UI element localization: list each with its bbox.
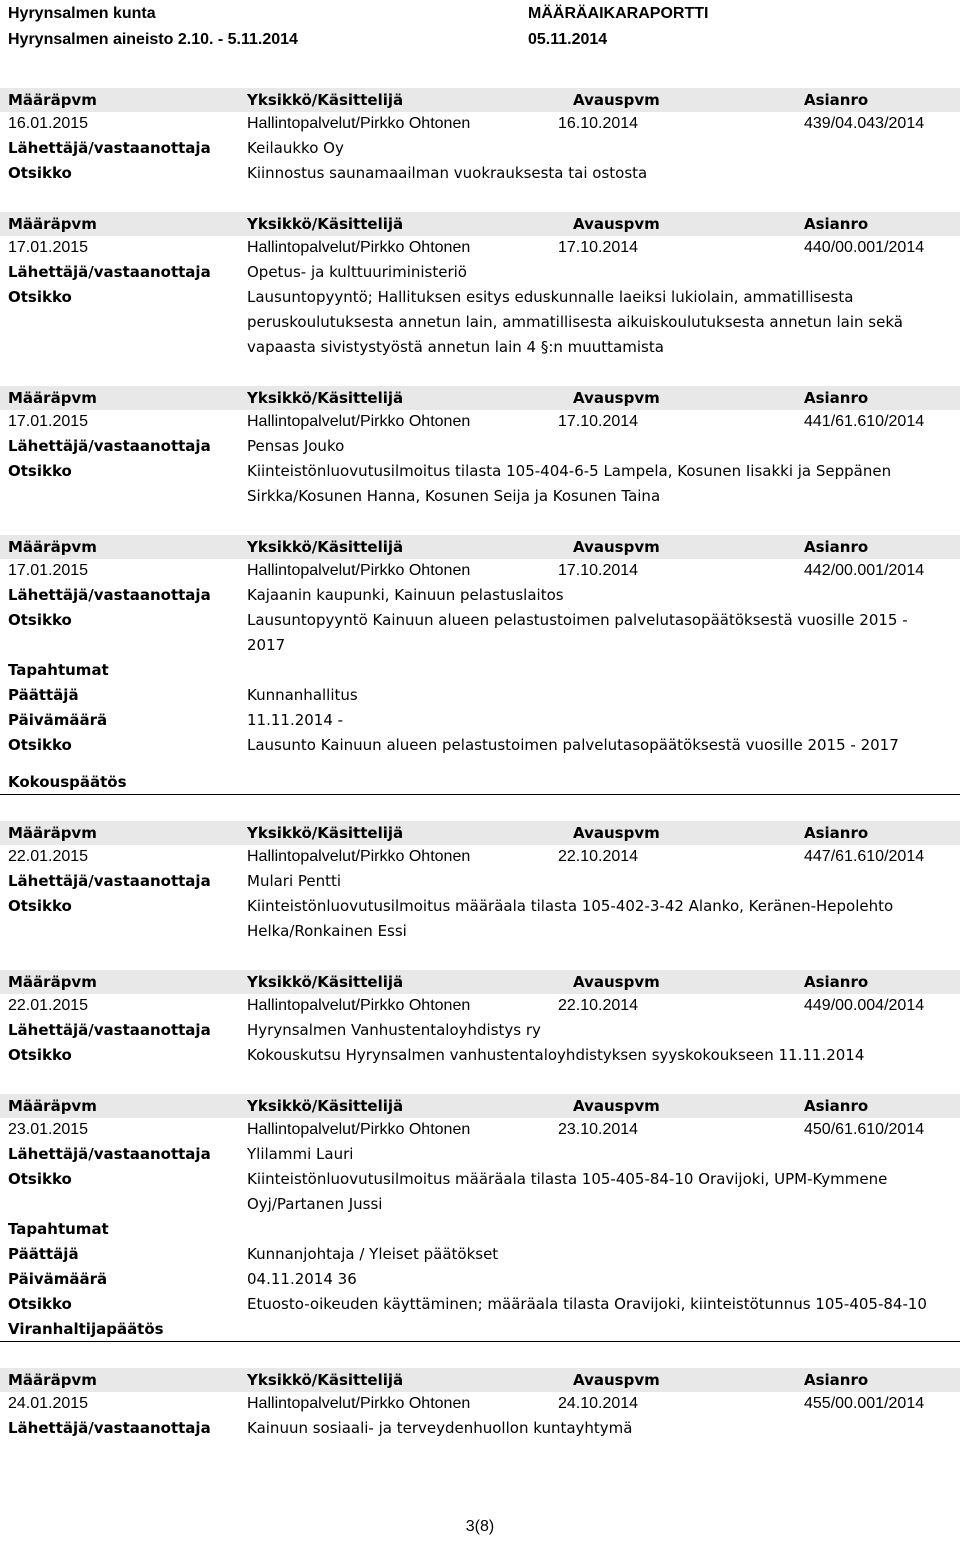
maarapvm-value: 16.01.2015 (8, 115, 89, 132)
col-asianro: Asianro (804, 389, 869, 407)
paattaja-value: Kunnanhallitus (247, 686, 358, 704)
col-yksikko: Yksikkö/Käsittelijä (247, 1371, 404, 1389)
yksikko-value: Hallintopalvelut/Pirkko Ohtonen (247, 1121, 471, 1138)
col-avauspvm: Avauspvm (573, 389, 660, 407)
maarapvm-value: 22.01.2015 (8, 997, 89, 1014)
record-list (0, 88, 960, 1441)
col-maarapvm: Määräpvm (8, 215, 97, 233)
yksikko-value: Hallintopalvelut/Pirkko Ohtonen (247, 848, 471, 865)
event-otsikko-value: Lausunto Kainuun alueen pelastustoimen palvelutasopäätöksestä vuosille 2015 - 2017 (247, 736, 899, 754)
col-maarapvm: Määräpvm (8, 973, 97, 991)
record (0, 88, 960, 186)
col-asianro: Asianro (804, 824, 869, 842)
otsikko-field (0, 161, 960, 186)
lahettaja-label: Lähettäjä/vastaanottaja (8, 263, 211, 281)
col-maarapvm: Määräpvm (8, 824, 97, 842)
lahettaja-field (0, 1416, 960, 1441)
lahettaja-field (0, 260, 960, 285)
lahettaja-label: Lähettäjä/vastaanottaja (8, 1419, 211, 1437)
col-avauspvm: Avauspvm (573, 1371, 660, 1389)
col-maarapvm: Määräpvm (8, 538, 97, 556)
col-yksikko: Yksikkö/Käsittelijä (247, 538, 404, 556)
paivamaara-field (0, 708, 960, 733)
otsikko-label: Otsikko (8, 288, 72, 306)
col-yksikko: Yksikkö/Käsittelijä (247, 1097, 404, 1115)
report-subtitle: Hyrynsalmen aineisto 2.10. - 5.11.2014 (8, 31, 298, 48)
avauspvm-value: 23.10.2014 (558, 1121, 639, 1138)
lahettaja-value: Pensas Jouko (247, 437, 345, 455)
asianro-value: 455/00.001/2014 (804, 1395, 925, 1412)
otsikko-field (0, 459, 960, 509)
paattaja-label: Päättäjä (8, 1245, 79, 1263)
asianro-value: 447/61.610/2014 (804, 848, 925, 865)
record-header-row (0, 386, 960, 410)
col-maarapvm: Määräpvm (8, 389, 97, 407)
tapahtumat-heading: Tapahtumat (8, 661, 109, 679)
otsikko-label: Otsikko (8, 897, 72, 915)
record (0, 386, 960, 509)
record (0, 1094, 960, 1342)
col-yksikko: Yksikkö/Käsittelijä (247, 973, 404, 991)
section-title-viranhaltijapaatos: Viranhaltijapäätös (0, 1317, 960, 1342)
record-header-row (0, 212, 960, 236)
maarapvm-value: 17.01.2015 (8, 413, 89, 430)
col-asianro: Asianro (804, 91, 869, 109)
lahettaja-field (0, 1142, 960, 1167)
col-asianro: Asianro (804, 1371, 869, 1389)
maarapvm-value: 17.01.2015 (8, 562, 89, 579)
record-values-row (0, 236, 960, 260)
record-header-row (0, 1368, 960, 1392)
avauspvm-value: 22.10.2014 (558, 848, 639, 865)
avauspvm-value: 17.10.2014 (558, 413, 639, 430)
avauspvm-value: 17.10.2014 (558, 239, 639, 256)
col-asianro: Asianro (804, 1097, 869, 1115)
asianro-value: 439/04.043/2014 (804, 115, 925, 132)
event-otsikko-field (0, 733, 960, 758)
avauspvm-value: 16.10.2014 (558, 115, 639, 132)
col-maarapvm: Määräpvm (8, 91, 97, 109)
record-values-row (0, 410, 960, 434)
otsikko-field (0, 608, 960, 658)
lahettaja-field (0, 1018, 960, 1043)
yksikko-value: Hallintopalvelut/Pirkko Ohtonen (247, 413, 471, 430)
page-header (8, 2, 952, 50)
col-asianro: Asianro (804, 215, 869, 233)
otsikko-label: Otsikko (8, 611, 72, 629)
yksikko-value: Hallintopalvelut/Pirkko Ohtonen (247, 997, 471, 1014)
asianro-value: 449/00.004/2014 (804, 997, 925, 1014)
asianro-value: 440/00.001/2014 (804, 239, 925, 256)
record-values-row (0, 559, 960, 583)
maarapvm-value: 23.01.2015 (8, 1121, 89, 1138)
otsikko-field (0, 1043, 960, 1068)
yksikko-value: Hallintopalvelut/Pirkko Ohtonen (247, 115, 471, 132)
otsikko-label: Otsikko (8, 462, 72, 480)
col-avauspvm: Avauspvm (573, 824, 660, 842)
paattaja-value: Kunnanjohtaja / Yleiset päätökset (247, 1245, 499, 1263)
otsikko-label: Otsikko (8, 1295, 72, 1313)
col-avauspvm: Avauspvm (573, 973, 660, 991)
lahettaja-value: Ylilammi Lauri (247, 1145, 354, 1163)
paattaja-field (0, 1242, 960, 1267)
lahettaja-value: Opetus- ja kulttuuriministeriö (247, 263, 467, 281)
paivamaara-label: Päivämäärä (8, 711, 108, 729)
otsikko-field (0, 285, 960, 360)
otsikko-field (0, 1167, 960, 1217)
lahettaja-value: Hyrynsalmen Vanhustentaloyhdistys ry (247, 1021, 541, 1039)
lahettaja-field (0, 136, 960, 161)
maarapvm-value: 17.01.2015 (8, 239, 89, 256)
record-values-row (0, 1392, 960, 1416)
maarapvm-value: 22.01.2015 (8, 848, 89, 865)
col-yksikko: Yksikkö/Käsittelijä (247, 215, 404, 233)
record-values-row (0, 112, 960, 136)
col-asianro: Asianro (804, 538, 869, 556)
avauspvm-value: 17.10.2014 (558, 562, 639, 579)
lahettaja-field (0, 434, 960, 459)
lahettaja-label: Lähettäjä/vastaanottaja (8, 437, 211, 455)
record (0, 212, 960, 360)
lahettaja-label: Lähettäjä/vastaanottaja (8, 1021, 211, 1039)
event-otsikko-value: Etuosto-oikeuden käyttäminen; määräala tilasta Oravijoki, kiinteistötunnus 105-405-84-10 (247, 1295, 927, 1313)
col-yksikko: Yksikkö/Käsittelijä (247, 389, 404, 407)
lahettaja-label: Lähettäjä/vastaanottaja (8, 872, 211, 890)
record (0, 821, 960, 944)
otsikko-value: Kiinteistönluovutusilmoitus tilasta 105-404-6-5 Lampela, Kosunen Iisakki ja Seppänen Sirkka/Kosunen Hanna, Kosunen Seija ja Kosunen Taina (247, 462, 892, 505)
report-date: 05.11.2014 (528, 31, 608, 48)
record-header-row (0, 535, 960, 559)
otsikko-value: Kiinteistönluovutusilmoitus määräala tilasta 105-405-84-10 Oravijoki, UPM-Kymmene Oyj/Partanen Jussi (247, 1170, 888, 1213)
organization-name: Hyrynsalmen kunta (8, 5, 156, 22)
section-title-kokouspaatos: Kokouspäätös (0, 770, 960, 795)
paattaja-label: Päättäjä (8, 686, 79, 704)
yksikko-value: Hallintopalvelut/Pirkko Ohtonen (247, 1395, 471, 1412)
report-title: MÄÄRÄAIKARAPORTTI (528, 5, 709, 22)
asianro-value: 450/61.610/2014 (804, 1121, 925, 1138)
otsikko-value: Kiinteistönluovutusilmoitus määräala tilasta 105-402-3-42 Alanko, Keränen-Hepolehto Helka/Ronkainen Essi (247, 897, 894, 940)
yksikko-value: Hallintopalvelut/Pirkko Ohtonen (247, 562, 471, 579)
record-values-row (0, 1118, 960, 1142)
lahettaja-value: Kajaanin kaupunki, Kainuun pelastuslaitos (247, 586, 564, 604)
record-header-row (0, 821, 960, 845)
page-number: 3(8) (465, 1518, 495, 1535)
lahettaja-label: Lähettäjä/vastaanottaja (8, 139, 211, 157)
col-avauspvm: Avauspvm (573, 215, 660, 233)
record (0, 970, 960, 1068)
tapahtumat-heading: Tapahtumat (8, 1220, 109, 1238)
col-yksikko: Yksikkö/Käsittelijä (247, 91, 404, 109)
record (0, 535, 960, 795)
otsikko-label: Otsikko (8, 1170, 72, 1188)
col-maarapvm: Määräpvm (8, 1371, 97, 1389)
lahettaja-field (0, 869, 960, 894)
otsikko-value: Lausuntopyyntö; Hallituksen esitys eduskunnalle laeiksi lukiolain, ammatillisesta peruskoulutuksesta annetun lain, ammatillisesta aikuiskoulutuksesta annetun lain sekä vapaasta sivistystyöstä annetun lain 4 §:n muuttamista (247, 288, 903, 356)
avauspvm-value: 22.10.2014 (558, 997, 639, 1014)
record-values-row (0, 845, 960, 869)
record-values-row (0, 994, 960, 1018)
otsikko-value: Lausuntopyyntö Kainuun alueen pelastustoimen palvelutasopäätöksestä vuosille 2015 - 2017 (247, 611, 908, 654)
asianro-value: 441/61.610/2014 (804, 413, 925, 430)
paivamaara-value: 04.11.2014 36 (247, 1270, 357, 1288)
lahettaja-label: Lähettäjä/vastaanottaja (8, 1145, 211, 1163)
otsikko-value: Kokouskutsu Hyrynsalmen vanhustentaloyhdistyksen syyskokoukseen 11.11.2014 (247, 1046, 865, 1064)
yksikko-value: Hallintopalvelut/Pirkko Ohtonen (247, 239, 471, 256)
lahettaja-value: Kainuun sosiaali- ja terveydenhuollon kuntayhtymä (247, 1419, 633, 1437)
lahettaja-value: Mulari Pentti (247, 872, 342, 890)
col-maarapvm: Määräpvm (8, 1097, 97, 1115)
col-asianro: Asianro (804, 973, 869, 991)
otsikko-label: Otsikko (8, 736, 72, 754)
record-header-row (0, 1094, 960, 1118)
otsikko-value: Kiinnostus saunamaailman vuokrauksesta tai ostosta (247, 164, 648, 182)
asianro-value: 442/00.001/2014 (804, 562, 925, 579)
avauspvm-value: 24.10.2014 (558, 1395, 639, 1412)
col-avauspvm: Avauspvm (573, 91, 660, 109)
record (0, 1368, 960, 1441)
record-header-row (0, 88, 960, 112)
col-avauspvm: Avauspvm (573, 1097, 660, 1115)
paivamaara-value: 11.11.2014 - (247, 711, 344, 729)
lahettaja-field (0, 583, 960, 608)
col-yksikko: Yksikkö/Käsittelijä (247, 824, 404, 842)
lahettaja-value: Keilaukko Oy (247, 139, 344, 157)
otsikko-label: Otsikko (8, 1046, 72, 1064)
otsikko-field (0, 894, 960, 944)
paivamaara-field (0, 1267, 960, 1292)
col-avauspvm: Avauspvm (573, 538, 660, 556)
record-header-row (0, 970, 960, 994)
lahettaja-label: Lähettäjä/vastaanottaja (8, 586, 211, 604)
paivamaara-label: Päivämäärä (8, 1270, 108, 1288)
paattaja-field (0, 683, 960, 708)
event-otsikko-field (0, 1292, 960, 1317)
maarapvm-value: 24.01.2015 (8, 1395, 89, 1412)
otsikko-label: Otsikko (8, 164, 72, 182)
